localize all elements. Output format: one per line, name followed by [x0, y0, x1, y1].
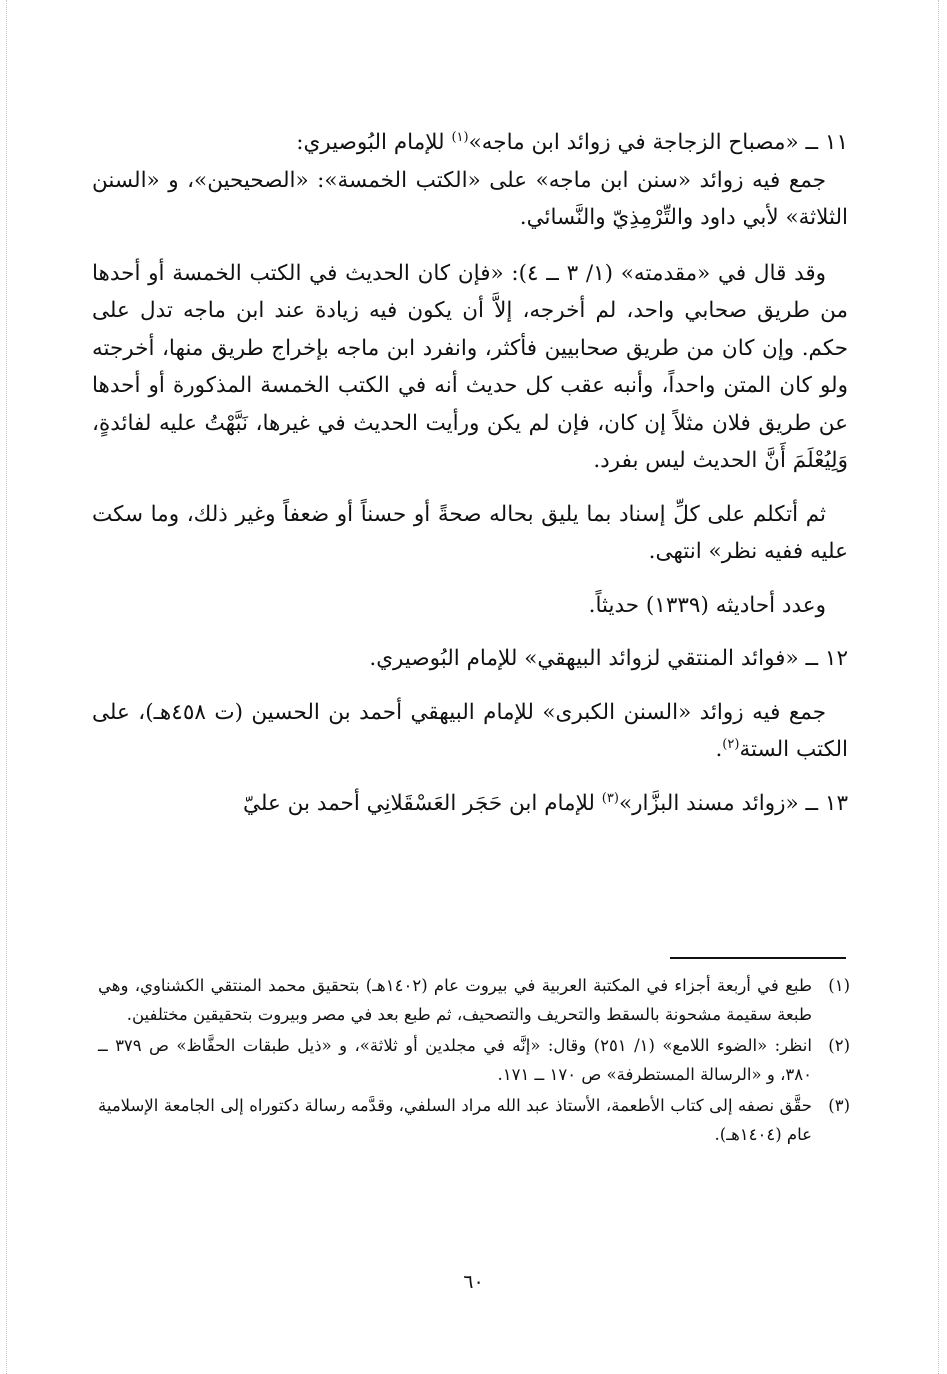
entry-11-quote: [92, 255, 848, 480]
page-number: ٦٠: [463, 1271, 484, 1293]
text-span: ١٣ ــ «زوائد مسند البزَّار»: [618, 790, 848, 816]
footnote-number: (١): [828, 976, 850, 995]
footnote-ref-2: (٢): [722, 736, 740, 752]
entry-11-count: [92, 587, 848, 625]
text-span: جمع فيه زوائد «السنن الكبرى» للإمام البيهقي أحمد بن الحسين (ت ٤٥٨هـ)، على الكتب الستة: [92, 699, 848, 762]
footnote-ref-3: (٣): [601, 790, 619, 806]
text-span: وعدد أحاديثه (١٣٣٩) حديثاً.: [588, 592, 826, 618]
entry-12-heading: [92, 640, 848, 678]
entry-13-heading: [92, 785, 848, 823]
text-span: ١٢ ــ «فوائد المنتقي لزوائد البيهقي» للإمام البُوصيري.: [369, 646, 848, 671]
text-span: ١١ ــ «مصباح الزجاجة في زوائد ابن ماجه»: [468, 130, 848, 155]
footnotes: [98, 972, 850, 1149]
entry-12-description: [92, 694, 848, 769]
entry-11-heading: [92, 124, 848, 162]
text-span: .: [715, 737, 723, 762]
text-span: للإمام البُوصيري:: [296, 130, 452, 155]
text-span: جمع فيه زوائد «سنن ابن ماجه» على «الكتب الخمسة»: «الصحيحين»، و «السنن الثلاثة» لأبي داود والتِّرْمِذِيّ والنَّسائي.: [92, 167, 848, 230]
scan-edge-right: [938, 0, 939, 1374]
scan-edge-left: [6, 0, 7, 1374]
entry-11-quote-continued: [92, 496, 848, 571]
footnote-separator: [670, 957, 846, 959]
footnote-text: طبع في أربعة أجزاء في المكتبة العربية في بيروت عام (١٤٠٢هـ) بتحقيق محمد المنتقي الكشناوي، وهي طبعة سقيمة مشحونة بالسقط والتحريف والتصحيف، ثم طبع بعد في مصر وبيروت بتحقيقين مختلفين.: [98, 976, 812, 1024]
main-text: [92, 124, 848, 822]
footnote-text: حقَّق نصفه إلى كتاب الأطعمة، الأستاذ عبد الله مراد السلفي، وقدَّمه رسالة دكتوراه إلى الجامعة الإسلامية عام (١٤٠٤هـ).: [98, 1096, 812, 1144]
text-span: للإمام ابن حَجَر العَسْقَلانِي أحمد بن عليّ: [242, 790, 602, 816]
entry-11-description: [92, 162, 848, 237]
text-span: ثم أتكلم على كلِّ إسناد بما يليق بحاله صحةً أو حسناً أو ضعفاً وغير ذلك، وما سكت عليه ففيه نظر» انتهى.: [92, 501, 848, 564]
footnote-1: [98, 972, 850, 1029]
footnote-number: (٣): [828, 1096, 850, 1115]
footnote-text: انظر: «الضوء اللامع» (١/ ٢٥١) وقال: «إنَّه في مجلدين أو ثلاثة»، و «ذيل طبقات الحفَّاظ» ص ٣٧٩ ــ ٣٨٠، و «الرسالة المستطرفة» ص ١٧٠ ــ ١٧١.: [98, 1036, 812, 1084]
footnote-ref-1: (١): [451, 129, 469, 145]
footnote-2: [98, 1032, 850, 1089]
footnote-number: (٢): [828, 1036, 850, 1055]
footnote-3: [98, 1092, 850, 1149]
text-span: وقد قال في «مقدمته» (١/ ٣ ــ ٤): «فإن كان الحديث في الكتب الخمسة أو أحدها من طريق صحابي واحد، لم أخرجه، إلاَّ أن يكون فيه زيادة عند ابن ماجه تدل على حكم. وإن كان من طريق صحابيين فأكثر، وانفرد ابن ماجه بإخراج طريق منها، أخرجته ولو كان المتن واحداً، وأنبه عقب كل حديث أنه في الكتب الخمسة المذكورة أو أحدها عن طريق فلان مثلاً إن كان، فإن لم يكن ورأيت الحديث في غيرها، نَبَّهْتُ عليه لفائدةٍ، وَلِيُعْلَمَ أَنَّ الحديث ليس بفرد.: [92, 260, 848, 473]
